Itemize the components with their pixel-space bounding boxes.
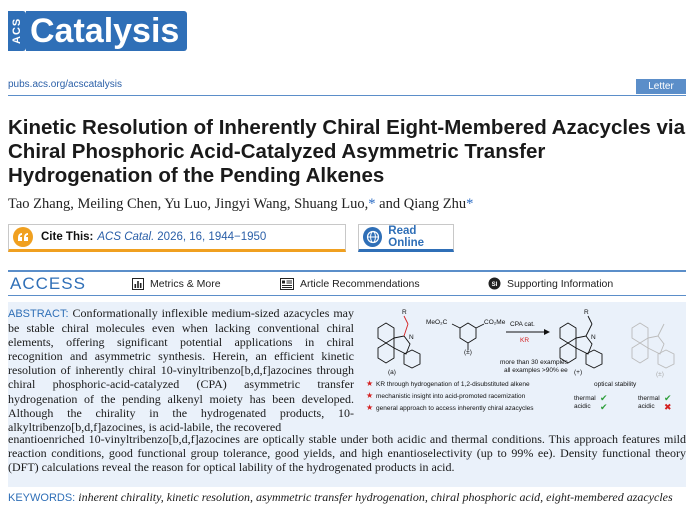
check-icon: ✔ — [600, 393, 608, 403]
recommendations-link[interactable] — [280, 278, 488, 290]
thermal-label-1: thermal — [574, 395, 596, 402]
keywords-text: inherent chirality, kinetic resolution, asymmetric transfer hydrogenation, chiral phosphoric acid, eight-membered azacycles — [78, 490, 673, 504]
h-label: (±) — [464, 349, 472, 356]
keywords-line — [8, 490, 694, 505]
metrics-label: Metrics & More — [150, 277, 221, 290]
abstract-body-1: Conformationally inflexible medium-sized azacycles may be stable chiral molecules even when lacking conventional chiral elements, offering significant potential applications in chiral recognition and asymmetric synthesis. Herein, an efficient kinetic resolution of inherently chiral 10-vinyltribenzo[b,d,f]azocines through chiral phosphoric-acid-catalyzed (CPA) asymmetric transfer hydrogenation of the pending alkenyl moiety has been developed. Although the chirality in the hydrogenated products, 10-alkyltribenzo[b,d,f]azocines, is acid-labile, the recovered — [8, 306, 355, 434]
bullet-2: mechanistic insight into acid-promoted racemization — [376, 393, 526, 400]
authors-last: and Qiang Zhu — [375, 196, 467, 212]
r-group-2: R — [584, 309, 589, 316]
bar-chart-icon — [132, 278, 144, 290]
recommendations-label: Article Recommendations — [300, 277, 420, 290]
logo-acs: ACS — [8, 11, 26, 51]
n-atom: N — [409, 334, 414, 341]
under-arrow-1: more than 30 examples — [500, 359, 568, 366]
quote-icon — [13, 227, 33, 247]
keywords-label: KEYWORDS: — [8, 492, 76, 504]
star-icon: ★ — [366, 379, 374, 388]
bullet-3: general approach to access inherently chiral azacycles — [376, 405, 534, 412]
author-list — [8, 196, 473, 213]
optical-stability-label: optical stability — [594, 381, 637, 388]
bullet-1: KR through hydrogenation of 1,2-disubstituted alkene — [376, 381, 530, 388]
supporting-info-link[interactable] — [488, 277, 613, 290]
kr-label: KR — [520, 337, 530, 344]
check-icon: ✔ — [600, 402, 608, 412]
access-bar — [8, 270, 686, 296]
label-plus: (+) — [574, 369, 583, 376]
article-title: Kinetic Resolution of Inherently Chiral Eight-Membered Azacycles via Chiral Phosphoric Acid-Catalyzed Asymmetric Transfer Hydrogenation of the Pending Alkenes — [8, 116, 686, 187]
corresponding-mark-2[interactable]: * — [466, 196, 474, 212]
reagent-left: MeO₂C — [426, 319, 448, 326]
logo-wordmark: Catalysis — [26, 11, 187, 51]
si-icon — [488, 277, 501, 290]
check-icon: ✔ — [664, 393, 672, 403]
label-h: (±) — [656, 371, 664, 378]
authors-main: Tao Zhang, Meiling Chen, Yu Luo, Jingyi Wang, Shuang Luo, — [8, 196, 369, 212]
article-list-icon — [280, 278, 294, 290]
thermal-label-2: thermal — [638, 395, 660, 402]
supporting-label: Supporting Information — [507, 277, 614, 290]
metrics-link[interactable] — [132, 278, 280, 290]
journal-logo[interactable] — [8, 8, 187, 54]
article-type-badge: Letter — [636, 79, 686, 94]
cite-this-box[interactable] — [8, 224, 346, 252]
substrate-structure — [378, 309, 420, 368]
read-online-button[interactable] — [358, 224, 454, 252]
under-arrow-2: all examples >90% ee — [504, 367, 568, 374]
acidic-label-1: acidic — [574, 403, 591, 410]
cite-label: Cite This: — [41, 231, 94, 243]
access-label: ACCESS — [10, 273, 86, 293]
star-icon: ★ — [366, 391, 374, 400]
r-group: R — [402, 309, 407, 316]
cite-journal[interactable]: ACS Catal. — [97, 231, 155, 243]
arrow-top-text: CPA cat. — [510, 321, 535, 328]
hantzsch-ester — [452, 323, 484, 350]
journal-url[interactable]: pubs.acs.org/acscatalysis — [8, 79, 122, 90]
cross-icon: ✖ — [664, 402, 672, 412]
star-icon: ★ — [366, 403, 374, 412]
reagent-right: CO₂Me — [484, 319, 506, 326]
racemic-structure — [632, 323, 674, 368]
bullet-list — [366, 379, 534, 412]
n-atom-2: N — [591, 334, 596, 341]
si-icon-text: SI — [491, 281, 498, 288]
corresponding-mark[interactable]: * — [368, 196, 376, 212]
globe-icon — [363, 227, 382, 247]
read-online-label: Read Online — [388, 225, 425, 249]
label-a: (a) — [388, 369, 396, 376]
header-divider — [8, 95, 686, 96]
cite-details[interactable]: 2026, 16, 1944−1950 — [157, 231, 267, 243]
acidic-label-2: acidic — [638, 403, 655, 410]
abstract-text-full: enantioenriched 10-vinyltribenzo[b,d,f]azocines are optically stable under both acidic and thermal conditions. This approach features mild reaction conditions, good functional group tolerance, good yields, and high enantioselectivity (up to 99% ee). Density functional theory (DFT) calculations reveal the reason for optical lability of the hydrogenated products in acid. — [8, 432, 686, 475]
abstract-text-column — [8, 306, 354, 434]
arrow-head — [544, 329, 550, 335]
abstract-label: ABSTRACT: — [8, 308, 69, 320]
toc-graphic[interactable] — [360, 306, 686, 430]
